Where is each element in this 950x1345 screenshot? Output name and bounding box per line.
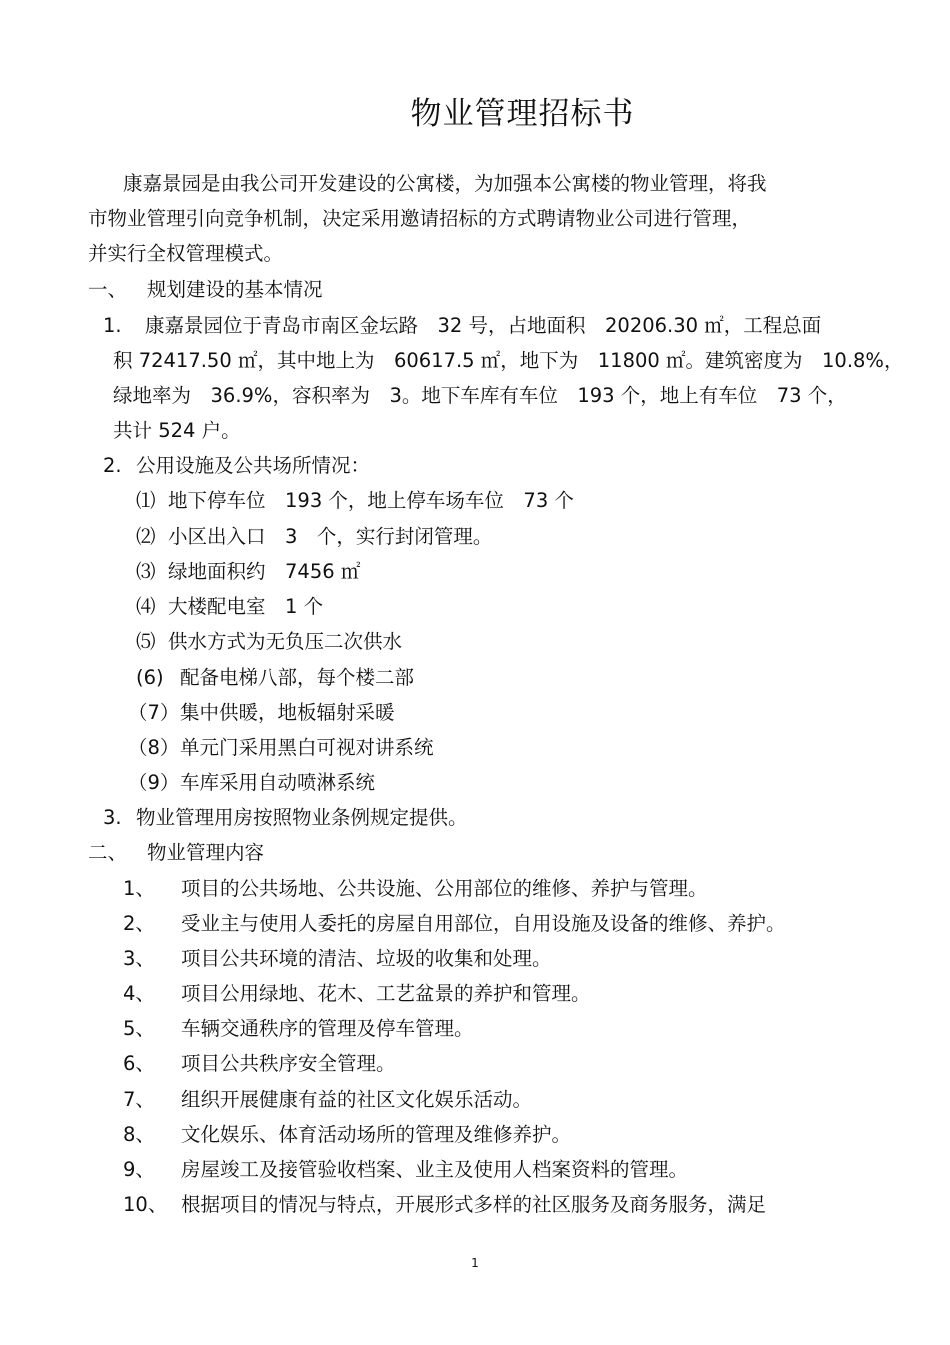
item-1-line-1: 康嘉景园位于青岛市南区金坛路 32 号，占地面积 20206.30 ㎡，工程总面: [145, 314, 822, 337]
content-item-5-marker: 5、: [123, 1017, 155, 1040]
item-3-marker: 3.: [103, 806, 122, 829]
subitem-7-text: 集中供暖，地板辐射采暖: [180, 701, 395, 724]
subitem-6-marker: (6): [136, 666, 164, 689]
item-1-line-2: 积 72417.50 ㎡，其中地上为 60617.5 ㎡，地下为 11800 ㎡。建筑密度为 10.8%，: [113, 349, 904, 372]
subitem-5-text: 供水方式为无负压二次供水: [168, 630, 403, 653]
content-item-2-marker: 2、: [123, 912, 155, 935]
subitem-2-text: 小区出入口 3 个，实行封闭管理。: [168, 525, 493, 548]
content-item-8-marker: 8、: [123, 1123, 155, 1146]
subitem-5-marker: ⑸: [136, 630, 156, 653]
item-1-line-4: 共计 524 户。: [113, 419, 241, 442]
subitem-4-text: 大楼配电室 1 个: [168, 595, 324, 618]
content-item-10-marker: 10、: [123, 1193, 168, 1216]
document-title: 物业管理招标书: [410, 96, 635, 132]
section-1-heading: 规划建设的基本情况: [147, 278, 323, 301]
intro-line-3: 并实行全权管理模式。: [88, 242, 284, 265]
subitem-1-text: 地下停车位 193 个，地上停车场车位 73 个: [168, 489, 574, 512]
item-3-text: 物业管理用房按照物业条例规定提供。: [136, 806, 468, 829]
subitem-7-marker: （7）: [128, 701, 180, 724]
content-item-9-text: 房屋竣工及接管验收档案、业主及使用人档案资料的管理。: [181, 1158, 689, 1181]
subitem-8-text: 单元门采用黑白可视对讲系统: [180, 736, 434, 759]
content-item-6-text: 项目公共秩序安全管理。: [181, 1052, 396, 1075]
item-1-marker: 1.: [103, 314, 122, 337]
content-item-9-marker: 9、: [123, 1158, 155, 1181]
content-item-10-text: 根据项目的情况与特点，开展形式多样的社区服务及商务服务，满足: [181, 1193, 767, 1216]
content-item-4-text: 项目公用绿地、花木、工艺盆景的养护和管理。: [181, 982, 591, 1005]
subitem-8-marker: （8）: [128, 736, 180, 759]
content-item-2-text: 受业主与使用人委托的房屋自用部位，自用设施及设备的维修、养护。: [181, 912, 786, 935]
subitem-4-marker: ⑷: [136, 595, 156, 618]
section-2-marker: 二、: [88, 841, 128, 864]
page-number: 1: [471, 1256, 479, 1270]
item-2-marker: 2.: [103, 454, 122, 477]
section-1-marker: 一、: [88, 278, 128, 301]
subitem-3-marker: ⑶: [136, 560, 156, 583]
content-item-4-marker: 4、: [123, 982, 155, 1005]
content-item-7-marker: 7、: [123, 1088, 155, 1111]
content-item-1-text: 项目的公共场地、公共设施、公用部位的维修、养护与管理。: [181, 877, 708, 900]
subitem-1-marker: ⑴: [136, 489, 156, 512]
subitem-3-text: 绿地面积约 7456 ㎡: [168, 560, 361, 583]
content-item-6-marker: 6、: [123, 1052, 155, 1075]
content-item-5-text: 车辆交通秩序的管理及停车管理。: [181, 1017, 474, 1040]
content-item-3-marker: 3、: [123, 947, 155, 970]
content-item-7-text: 组织开展健康有益的社区文化娱乐活动。: [181, 1088, 533, 1111]
item-2-heading: 公用设施及公共场所情况：: [136, 454, 371, 477]
section-2-heading: 物业管理内容: [147, 841, 265, 864]
intro-line-2: 市物业管理引向竞争机制，决定采用邀请招标的方式聘请物业公司进行管理，: [88, 207, 752, 230]
subitem-9-marker: （9）: [128, 771, 180, 794]
subitem-6-text: 配备电梯八部，每个楼二部: [180, 666, 415, 689]
intro-line-1: 康嘉景园是由我公司开发建设的公寓楼，为加强本公寓楼的物业管理，将我: [123, 172, 767, 195]
content-item-8-text: 文化娱乐、体育活动场所的管理及维修养护。: [181, 1123, 572, 1146]
subitem-2-marker: ⑵: [136, 525, 156, 548]
item-1-line-3: 绿地率为 36.9%，容积率为 3。地下车库有车位 193 个，地上有车位 73 个，: [113, 384, 847, 407]
content-item-3-text: 项目公共环境的清洁、垃圾的收集和处理。: [181, 947, 552, 970]
content-item-1-marker: 1、: [123, 877, 155, 900]
subitem-9-text: 车库采用自动喷淋系统: [180, 771, 376, 794]
